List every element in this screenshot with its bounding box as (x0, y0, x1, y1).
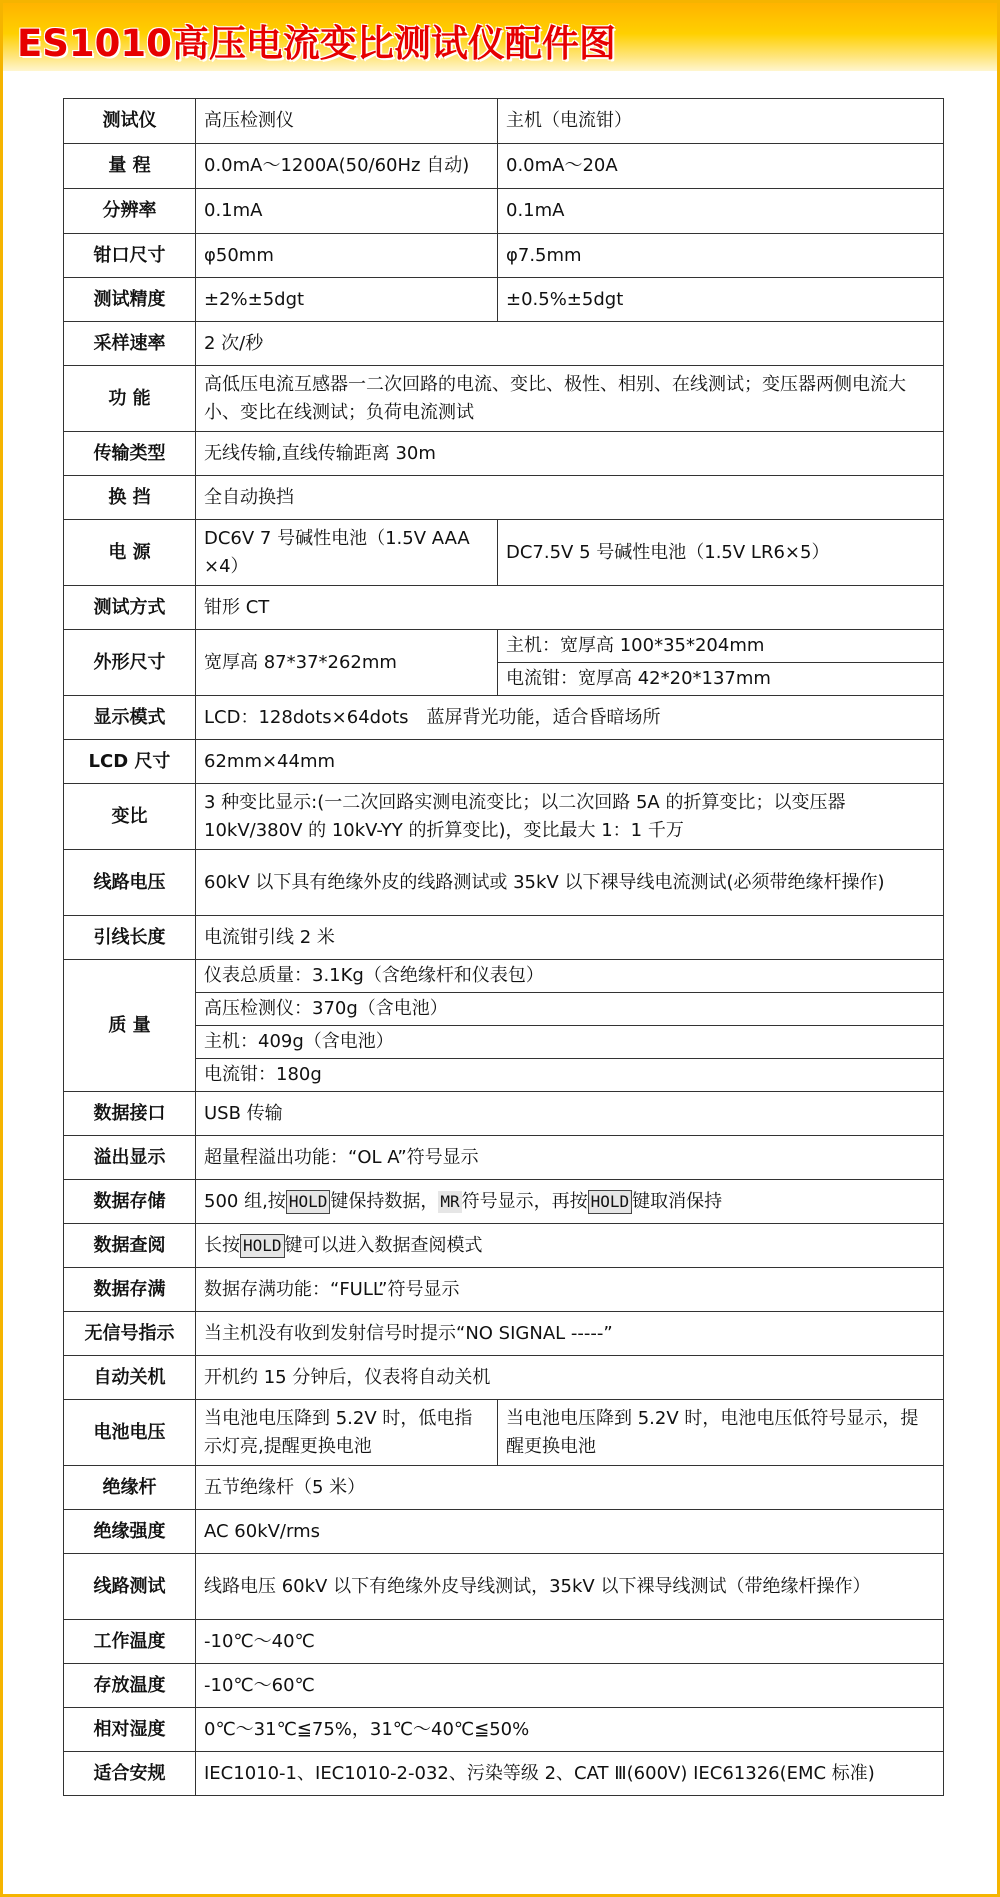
cell-value: 数据存满功能：“FULL”符号显示 (196, 1268, 944, 1312)
row-label: 测试仪 (64, 99, 196, 144)
cell-value: 高压检测仪 (196, 99, 498, 144)
table-row (64, 586, 944, 630)
table-row (64, 1620, 944, 1664)
table-row (64, 784, 944, 850)
cell-value: 电流钳引线 2 米 (196, 916, 944, 960)
row-label: 测试方式 (64, 586, 196, 630)
cell-value: 主机：409g（含电池） (196, 1026, 944, 1059)
table-row (64, 99, 944, 144)
cell-value: 62mm×44mm (196, 740, 944, 784)
cell-value: 高低压电流互感器一二次回路的电流、变比、极性、相别、在线测试；变压器两侧电流大小、变比在线测试；负荷电流测试 (196, 366, 944, 432)
table-row (64, 144, 944, 189)
cell-value: 仪表总质量：3.1Kg（含绝缘杆和仪表包） (196, 960, 944, 993)
cell-value: 全自动换挡 (196, 476, 944, 520)
cell-value: 五节绝缘杆（5 米） (196, 1466, 944, 1510)
row-label: 工作温度 (64, 1620, 196, 1664)
table-row (64, 278, 944, 322)
cell-value: 线路电压 60kV 以下有绝缘外皮导线测试，35kV 以下裸导线测试（带绝缘杆操作） (196, 1554, 944, 1620)
row-label: 线路测试 (64, 1554, 196, 1620)
cell-value: φ50mm (196, 234, 498, 278)
row-label: 绝缘强度 (64, 1510, 196, 1554)
row-label: 换 挡 (64, 476, 196, 520)
table-row (64, 1400, 944, 1466)
cell-value: DC6V 7 号碱性电池（1.5V AAA ×4） (196, 520, 498, 586)
cell-value (196, 1180, 944, 1224)
cell-value: φ7.5mm (498, 234, 944, 278)
mr-symbol-badge: MR (440, 1191, 460, 1211)
text-fragment: 键可以进入数据查阅模式 (284, 1234, 483, 1256)
row-label: 电 源 (64, 520, 196, 586)
cell-value: 无线传输,直线传输距离 30m (196, 432, 944, 476)
table-row (64, 993, 944, 1026)
table-row (64, 189, 944, 234)
text-fragment: 符号显示，再按 (461, 1190, 588, 1212)
table-row (64, 1664, 944, 1708)
spec-table (63, 98, 944, 1796)
row-label: 显示模式 (64, 696, 196, 740)
cell-value: 电流钳：宽厚高 42*20*137mm (498, 663, 944, 696)
row-label: 功 能 (64, 366, 196, 432)
cell-value: 0.0mA～20A (498, 144, 944, 189)
row-label: 线路电压 (64, 850, 196, 916)
row-label: 钳口尺寸 (64, 234, 196, 278)
cell-value: 电流钳：180g (196, 1059, 944, 1092)
cell-value: LCD：128dots×64dots 蓝屏背光功能，适合昏暗场所 (196, 696, 944, 740)
table-row (64, 1752, 944, 1796)
row-label: LCD 尺寸 (64, 740, 196, 784)
cell-value: 60kV 以下具有绝缘外皮的线路测试或 35kV 以下裸导线电流测试(必须带绝缘杆操作) (196, 850, 944, 916)
row-label: 数据存满 (64, 1268, 196, 1312)
title-banner (3, 3, 997, 71)
table-row (64, 1224, 944, 1268)
cell-value: 高压检测仪：370g（含电池） (196, 993, 944, 1026)
hold-key-badge: HOLD (240, 1234, 285, 1258)
row-label: 数据存储 (64, 1180, 196, 1224)
row-label: 引线长度 (64, 916, 196, 960)
hold-key-badge: HOLD (588, 1190, 633, 1214)
text-fragment: 键保持数据， (330, 1190, 439, 1212)
table-row (64, 1136, 944, 1180)
row-label: 量 程 (64, 144, 196, 189)
row-label: 外形尺寸 (64, 630, 196, 696)
cell-value: ±2%±5dgt (196, 278, 498, 322)
text-fragment: 长按 (204, 1234, 240, 1256)
table-row (64, 696, 944, 740)
text-fragment: 500 组,按 (204, 1190, 286, 1212)
row-label: 无信号指示 (64, 1312, 196, 1356)
table-row (64, 1092, 944, 1136)
cell-value: USB 传输 (196, 1092, 944, 1136)
table-row (64, 850, 944, 916)
table-row (64, 322, 944, 366)
row-label: 适合安规 (64, 1752, 196, 1796)
row-label: 存放温度 (64, 1664, 196, 1708)
table-row (64, 1312, 944, 1356)
table-row (64, 960, 944, 993)
table-row (64, 432, 944, 476)
cell-value: AC 60kV/rms (196, 1510, 944, 1554)
row-label: 溢出显示 (64, 1136, 196, 1180)
cell-value: 当电池电压降到 5.2V 时，低电指示灯亮,提醒更换电池 (196, 1400, 498, 1466)
cell-value: 当电池电压降到 5.2V 时，电池电压低符号显示，提醒更换电池 (498, 1400, 944, 1466)
cell-value: 钳形 CT (196, 586, 944, 630)
cell-value: 主机：宽厚高 100*35*204mm (498, 630, 944, 663)
text-fragment: 键取消保持 (632, 1190, 723, 1212)
hold-key-badge: HOLD (286, 1190, 331, 1214)
table-row (64, 1554, 944, 1620)
cell-value: 0.1mA (498, 189, 944, 234)
cell-value: 主机（电流钳） (498, 99, 944, 144)
row-label: 质 量 (64, 960, 196, 1092)
cell-value: 0.0mA～1200A(50/60Hz 自动) (196, 144, 498, 189)
cell-value: -10℃～60℃ (196, 1664, 944, 1708)
table-row (64, 1268, 944, 1312)
cell-value: IEC1010-1、IEC1010-2-032、污染等级 2、CAT Ⅲ(600V) IEC61326(EMC 标准) (196, 1752, 944, 1796)
row-label: 采样速率 (64, 322, 196, 366)
cell-value: DC7.5V 5 号碱性电池（1.5V LR6×5） (498, 520, 944, 586)
cell-value: 开机约 15 分钟后，仪表将自动关机 (196, 1356, 944, 1400)
table-row (64, 476, 944, 520)
row-label: 变比 (64, 784, 196, 850)
row-label: 自动关机 (64, 1356, 196, 1400)
cell-value: 0.1mA (196, 189, 498, 234)
table-row (64, 1356, 944, 1400)
table-row (64, 520, 944, 586)
cell-value: 超量程溢出功能：“OL A”符号显示 (196, 1136, 944, 1180)
cell-value: 宽厚高 87*37*262mm (196, 630, 498, 696)
cell-value (196, 1224, 944, 1268)
row-label: 电池电压 (64, 1400, 196, 1466)
table-row (64, 1510, 944, 1554)
table-row (64, 366, 944, 432)
cell-value: -10℃～40℃ (196, 1620, 944, 1664)
row-label: 绝缘杆 (64, 1466, 196, 1510)
row-label: 数据接口 (64, 1092, 196, 1136)
cell-value: ±0.5%±5dgt (498, 278, 944, 322)
table-row (64, 1026, 944, 1059)
row-label: 测试精度 (64, 278, 196, 322)
table-row (64, 630, 944, 663)
table-row (64, 916, 944, 960)
cell-value: 当主机没有收到发射信号时提示“NO SIGNAL -----” (196, 1312, 944, 1356)
table-row (64, 1708, 944, 1752)
cell-value: 3 种变比显示:(一二次回路实测电流变比；以二次回路 5A 的折算变比；以变压器 10kV/380V 的 10kV-YY 的折算变比)，变比最大 1：1 千万 (196, 784, 944, 850)
table-row (64, 1180, 944, 1224)
page-title: ES1010高压电流变比测试仪配件图 (17, 22, 616, 65)
row-label: 传输类型 (64, 432, 196, 476)
table-row (64, 1466, 944, 1510)
cell-value: 2 次/秒 (196, 322, 944, 366)
table-row (64, 234, 944, 278)
table-row (64, 740, 944, 784)
table-row (64, 1059, 944, 1092)
row-label: 分辨率 (64, 189, 196, 234)
row-label: 相对湿度 (64, 1708, 196, 1752)
cell-value: 0℃～31℃≦75%，31℃～40℃≦50% (196, 1708, 944, 1752)
row-label: 数据查阅 (64, 1224, 196, 1268)
